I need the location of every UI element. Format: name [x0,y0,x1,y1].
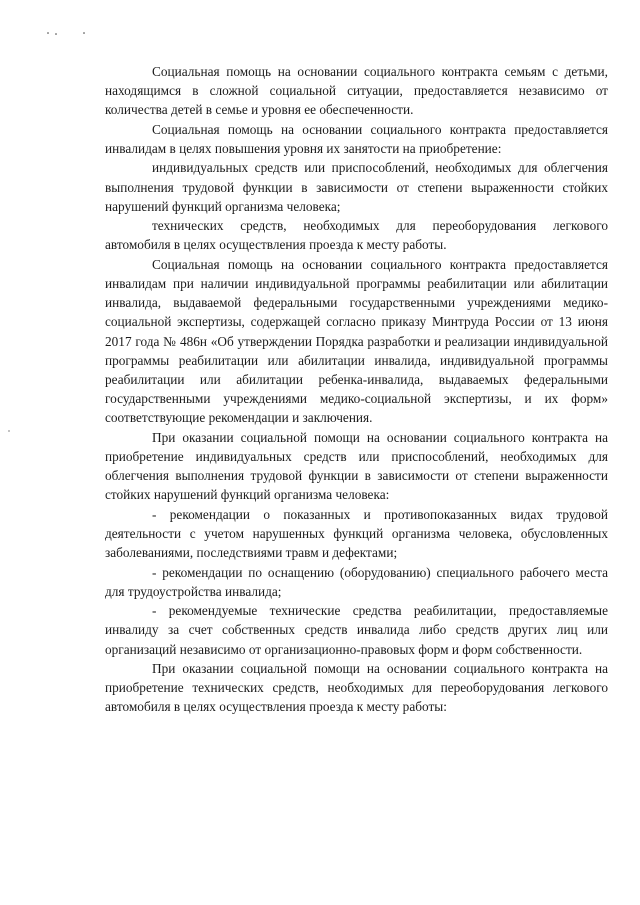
paragraph-technical-means: технических средств, необходимых для переоборудования легкового автомобиля в целях осуществления проезда к месту работы. [105,218,608,253]
paragraph-individual-means-conditions: При оказании социальной помощи на основании социального контракта на приобретение индивидуальных средств или приспособлений, необходимых для облегчения выполнения трудовой функции в зависимости от степени выраженности стойких нарушений функций организма человека: [105,429,608,503]
paragraph-rehabilitation-program: Социальная помощь на основании социального контракта предоставляется инвалидам при наличии индивидуальной программы реабилитации или абилитации инвалида, выдаваемой федеральными государственными учреждениями медико-социальной экспертизы, содержащей согласно приказу Минтруда России от 13 июня 2017 года № 486н «Об утверждении Порядка разработки и реализации индивидуальной программы реабилитации или абилитации инвалида, индивидуальной программы реабилитации или абилитации ребенка-инвалида, выдаваемых федеральными государственными учреждениями медико-социальной экспертизы, и их форм» соответствующие рекомендации и заключения. [105,256,608,426]
list-item-work-recommendations: - рекомендации о показанных и противопоказанных видах трудовой деятельности с учетом нарушенных функций организма человека, обусловленных заболеваниями, последствиями травм и дефектами; [105,506,608,561]
paragraph-families-with-children: Социальная помощь на основании социального контракта семьям с детьми, находящимся в сложной социальной ситуации, предоставляется независимо от количества детей в семье и уровня ее обеспеченности. [105,64,608,118]
scan-artifact-dots [47,32,87,38]
paragraph-vehicle-conversion-conditions: При оказании социальной помощи на основании социального контракта на приобретение технических средств, необходимых для переоборудования легкового автомобиля в целях осуществления проезда к месту работы: [105,660,608,715]
paragraph-individual-means: индивидуальных средств или приспособлений, необходимых для облегчения выполнения трудовой функции в зависимости от степени выраженности стойких нарушений функций организма человека; [105,160,608,214]
scan-edge-mark [8,430,10,432]
paragraph-disabled-employment: Социальная помощь на основании социального контракта предоставляется инвалидам в целях повышения уровня их занятости на приобретение: [105,121,608,156]
list-item-workplace-equipment: - рекомендации по оснащению (оборудованию) специального рабочего места для трудоустройства инвалида; [105,564,608,599]
list-item-rehabilitation-means: - рекомендуемые технические средства реабилитации, предоставляемые инвалиду за счет собственных средств инвалида либо средств других лиц или организаций независимо от организационно-правовых форм и форм собственности. [105,603,608,657]
document-page [105,62,608,892]
